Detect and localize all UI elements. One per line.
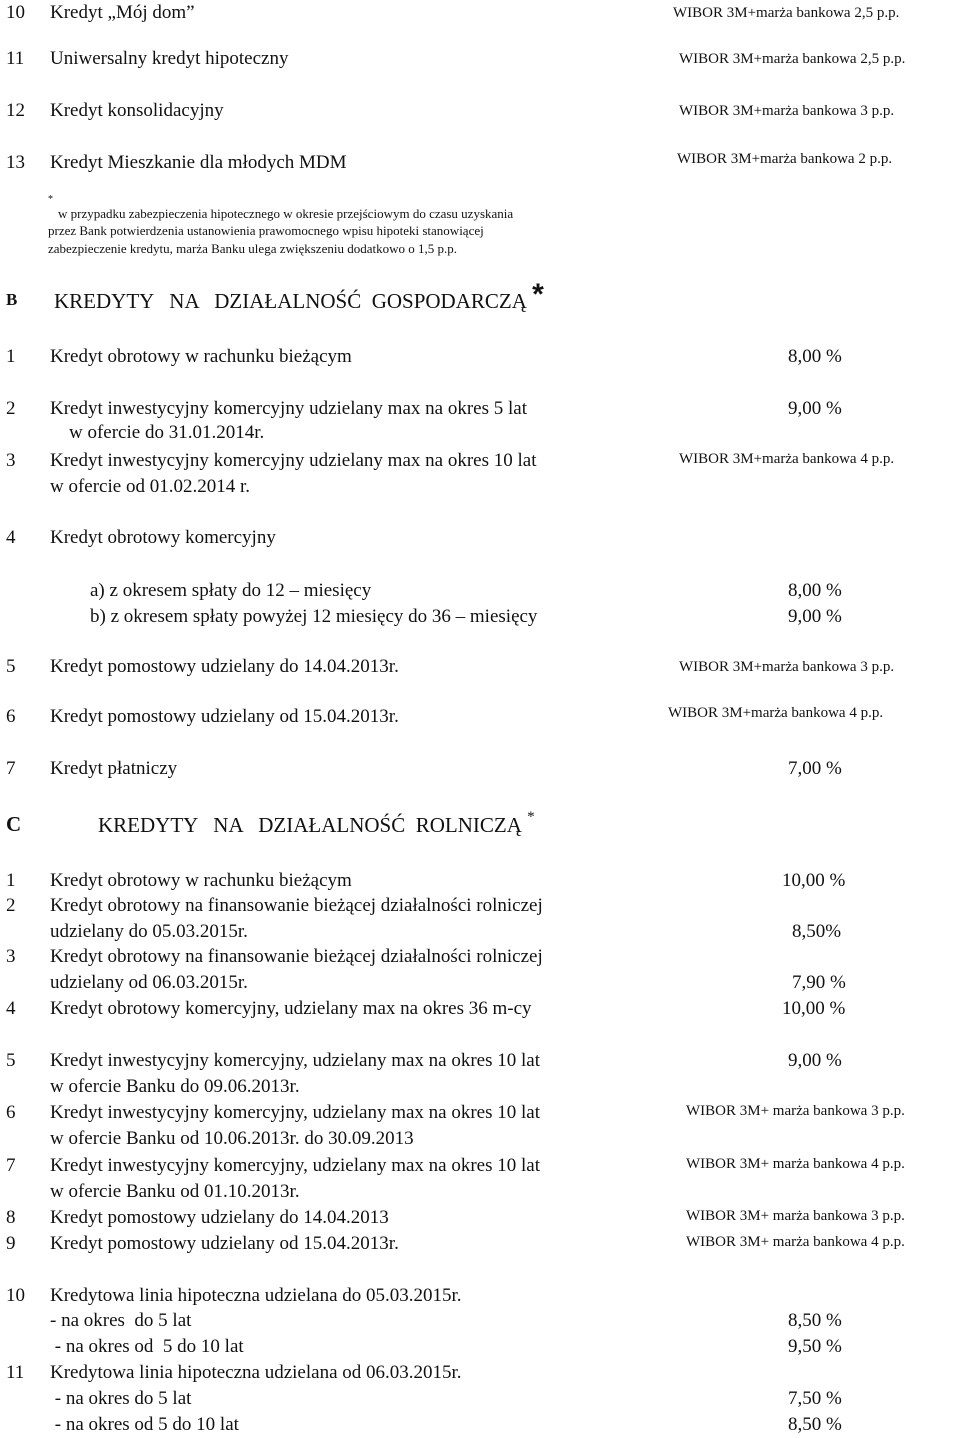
- b2-num: 2: [6, 398, 16, 419]
- b6-text: Kredyt pomostowy udzielany od 15.04.2013r.: [50, 706, 399, 727]
- a11-name: Uniwersalny kredyt hipoteczny: [50, 48, 289, 69]
- b2-text: Kredyt inwestycyjny komercyjny udzielany max na okres 5 lat: [50, 398, 527, 419]
- c4-num: 4: [6, 998, 16, 1019]
- c6-text-2: w ofercie Banku od 10.06.2013r. do 30.09.2013: [50, 1128, 414, 1149]
- c3-text-2: udzielany od 06.03.2015r.: [50, 972, 248, 993]
- section-b-letter: B: [6, 290, 18, 309]
- footnote-line-3: zabezpieczenie kredytu, marża Banku ulega zwiększeniu dodatkowo o 1,5 p.p.: [48, 241, 457, 256]
- c8-text: Kredyt pomostowy udzielany do 14.04.2013: [50, 1207, 389, 1228]
- c9-num: 9: [6, 1233, 16, 1254]
- section-b-title-text: KREDYTY NA DZIAŁALNOŚĆ GOSPODARCZĄ: [54, 289, 527, 313]
- a10-rate: WIBOR 3M+marża bankowa 2,5 p.p.: [673, 5, 900, 21]
- c10-sub-1: - na okres do 5 lat: [50, 1310, 192, 1331]
- c9-rate: WIBOR 3M+ marża bankowa 4 p.p.: [686, 1234, 905, 1250]
- c7-text: Kredyt inwestycyjny komercyjny, udzielany max na okres 10 lat: [50, 1155, 540, 1176]
- c10-sub-2-rate: 9,50 %: [788, 1336, 842, 1357]
- section-c-letter: C: [6, 812, 22, 836]
- c10-num: 10: [6, 1285, 25, 1306]
- c2-num: 2: [6, 895, 16, 916]
- footnote-line-1: w przypadku zabezpieczenia hipotecznego w okresie przejściowym do czasu uzyskania: [58, 206, 514, 221]
- c4-text: Kredyt obrotowy komercyjny, udzielany max na okres 36 m-cy: [50, 998, 532, 1019]
- b4a-text: a) z okresem spłaty do 12 – miesięcy: [90, 580, 372, 601]
- a11-num: 11: [6, 48, 25, 69]
- c10-sub-1-rate: 8,50 %: [788, 1310, 842, 1331]
- c11-sub-1: - na okres do 5 lat: [50, 1388, 192, 1409]
- c10-sub-2: - na okres od 5 do 10 lat: [50, 1336, 244, 1357]
- section-b-title: [54, 278, 544, 314]
- b3-text: Kredyt inwestycyjny komercyjny udzielany max na okres 10 lat: [50, 450, 537, 471]
- b3-text-2: w ofercie od 01.02.2014 r.: [50, 476, 250, 497]
- b5-text: Kredyt pomostowy udzielany do 14.04.2013r.: [50, 656, 399, 677]
- b7-text: Kredyt płatniczy: [50, 758, 178, 779]
- c3-text: Kredyt obrotowy na finansowanie bieżącej działalności rolniczej: [50, 946, 543, 967]
- a12-name: Kredyt konsolidacyjny: [50, 100, 224, 121]
- b1-rate: 8,00 %: [788, 346, 842, 367]
- b6-rate: WIBOR 3M+marża bankowa 4 p.p.: [668, 705, 884, 721]
- b2-text-2: w ofercie do 31.01.2014r.: [69, 422, 265, 443]
- c11-sub-1-rate: 7,50 %: [788, 1388, 842, 1409]
- section-b-star: *: [532, 278, 544, 311]
- b1-text: Kredyt obrotowy w rachunku bieżącym: [50, 346, 352, 367]
- a10-num: 10: [6, 2, 25, 23]
- a13-rate: WIBOR 3M+marża bankowa 2 p.p.: [677, 151, 893, 167]
- b4b-rate: 9,00 %: [788, 606, 842, 627]
- a13-name: Kredyt Mieszkanie dla młodych MDM: [50, 152, 347, 173]
- c6-rate: WIBOR 3M+ marża bankowa 3 p.p.: [686, 1103, 905, 1119]
- b3-rate: WIBOR 3M+marża bankowa 4 p.p.: [679, 451, 895, 467]
- a12-rate: WIBOR 3M+marża bankowa 3 p.p.: [679, 103, 895, 119]
- b6-num: 6: [6, 706, 16, 727]
- b1-num: 1: [6, 346, 16, 367]
- b4-num: 4: [6, 527, 16, 548]
- c1-num: 1: [6, 870, 16, 891]
- c11-text: Kredytowa linia hipoteczna udzielana od 06.03.2015r.: [50, 1362, 462, 1383]
- c2-rate: 8,50%: [792, 921, 842, 942]
- c5-text-2: w ofercie Banku do 09.06.2013r.: [50, 1076, 300, 1097]
- c11-sub-2-rate: 8,50 %: [788, 1414, 842, 1435]
- c2-text-2: udzielany do 05.03.2015r.: [50, 921, 248, 942]
- b4-text: Kredyt obrotowy komercyjny: [50, 527, 276, 548]
- c1-rate: 10,00 %: [782, 870, 846, 891]
- c5-rate: 9,00 %: [788, 1050, 842, 1071]
- a12-num: 12: [6, 100, 25, 121]
- section-c-star: *: [527, 809, 535, 825]
- footnote-star: *: [48, 194, 53, 205]
- c11-sub-2: - na okres od 5 do 10 lat: [50, 1414, 239, 1435]
- c3-rate: 7,90 %: [792, 972, 846, 993]
- c8-num: 8: [6, 1207, 16, 1228]
- b4a-rate: 8,00 %: [788, 580, 842, 601]
- c11-num: 11: [6, 1362, 25, 1383]
- a11-rate: WIBOR 3M+marża bankowa 2,5 p.p.: [679, 51, 906, 67]
- c5-text: Kredyt inwestycyjny komercyjny, udzielany max na okres 10 lat: [50, 1050, 540, 1071]
- c7-text-2: w ofercie Banku od 01.10.2013r.: [50, 1181, 300, 1202]
- c6-num: 6: [6, 1102, 16, 1123]
- c6-text: Kredyt inwestycyjny komercyjny, udzielany max na okres 10 lat: [50, 1102, 540, 1123]
- b7-rate: 7,00 %: [788, 758, 842, 779]
- footnote-line-2: przez Bank potwierdzenia ustanowienia prawomocnego wpisu hipoteki stanowiącej: [48, 223, 484, 238]
- section-c-title-text: KREDYTY NA DZIAŁALNOŚĆ ROLNICZĄ: [98, 813, 522, 837]
- b7-num: 7: [6, 758, 16, 779]
- c9-text: Kredyt pomostowy udzielany od 15.04.2013r.: [50, 1233, 399, 1254]
- c10-text: Kredytowa linia hipoteczna udzielana do 05.03.2015r.: [50, 1285, 462, 1306]
- b3-num: 3: [6, 450, 16, 471]
- section-c-title: [98, 809, 535, 838]
- b5-rate: WIBOR 3M+marża bankowa 3 p.p.: [679, 659, 895, 675]
- b5-num: 5: [6, 656, 16, 677]
- c3-num: 3: [6, 946, 16, 967]
- c1-text: Kredyt obrotowy w rachunku bieżącym: [50, 870, 352, 891]
- b2-rate: 9,00 %: [788, 398, 842, 419]
- a10-name: Kredyt „Mój dom”: [50, 2, 195, 23]
- a13-num: 13: [6, 152, 25, 173]
- c4-rate: 10,00 %: [782, 998, 846, 1019]
- c2-text: Kredyt obrotowy na finansowanie bieżącej działalności rolniczej: [50, 895, 543, 916]
- c7-rate: WIBOR 3M+ marża bankowa 4 p.p.: [686, 1156, 905, 1172]
- c7-num: 7: [6, 1155, 16, 1176]
- b4b-text: b) z okresem spłaty powyżej 12 miesięcy do 36 – miesięcy: [90, 606, 538, 627]
- c5-num: 5: [6, 1050, 16, 1071]
- c8-rate: WIBOR 3M+ marża bankowa 3 p.p.: [686, 1208, 905, 1224]
